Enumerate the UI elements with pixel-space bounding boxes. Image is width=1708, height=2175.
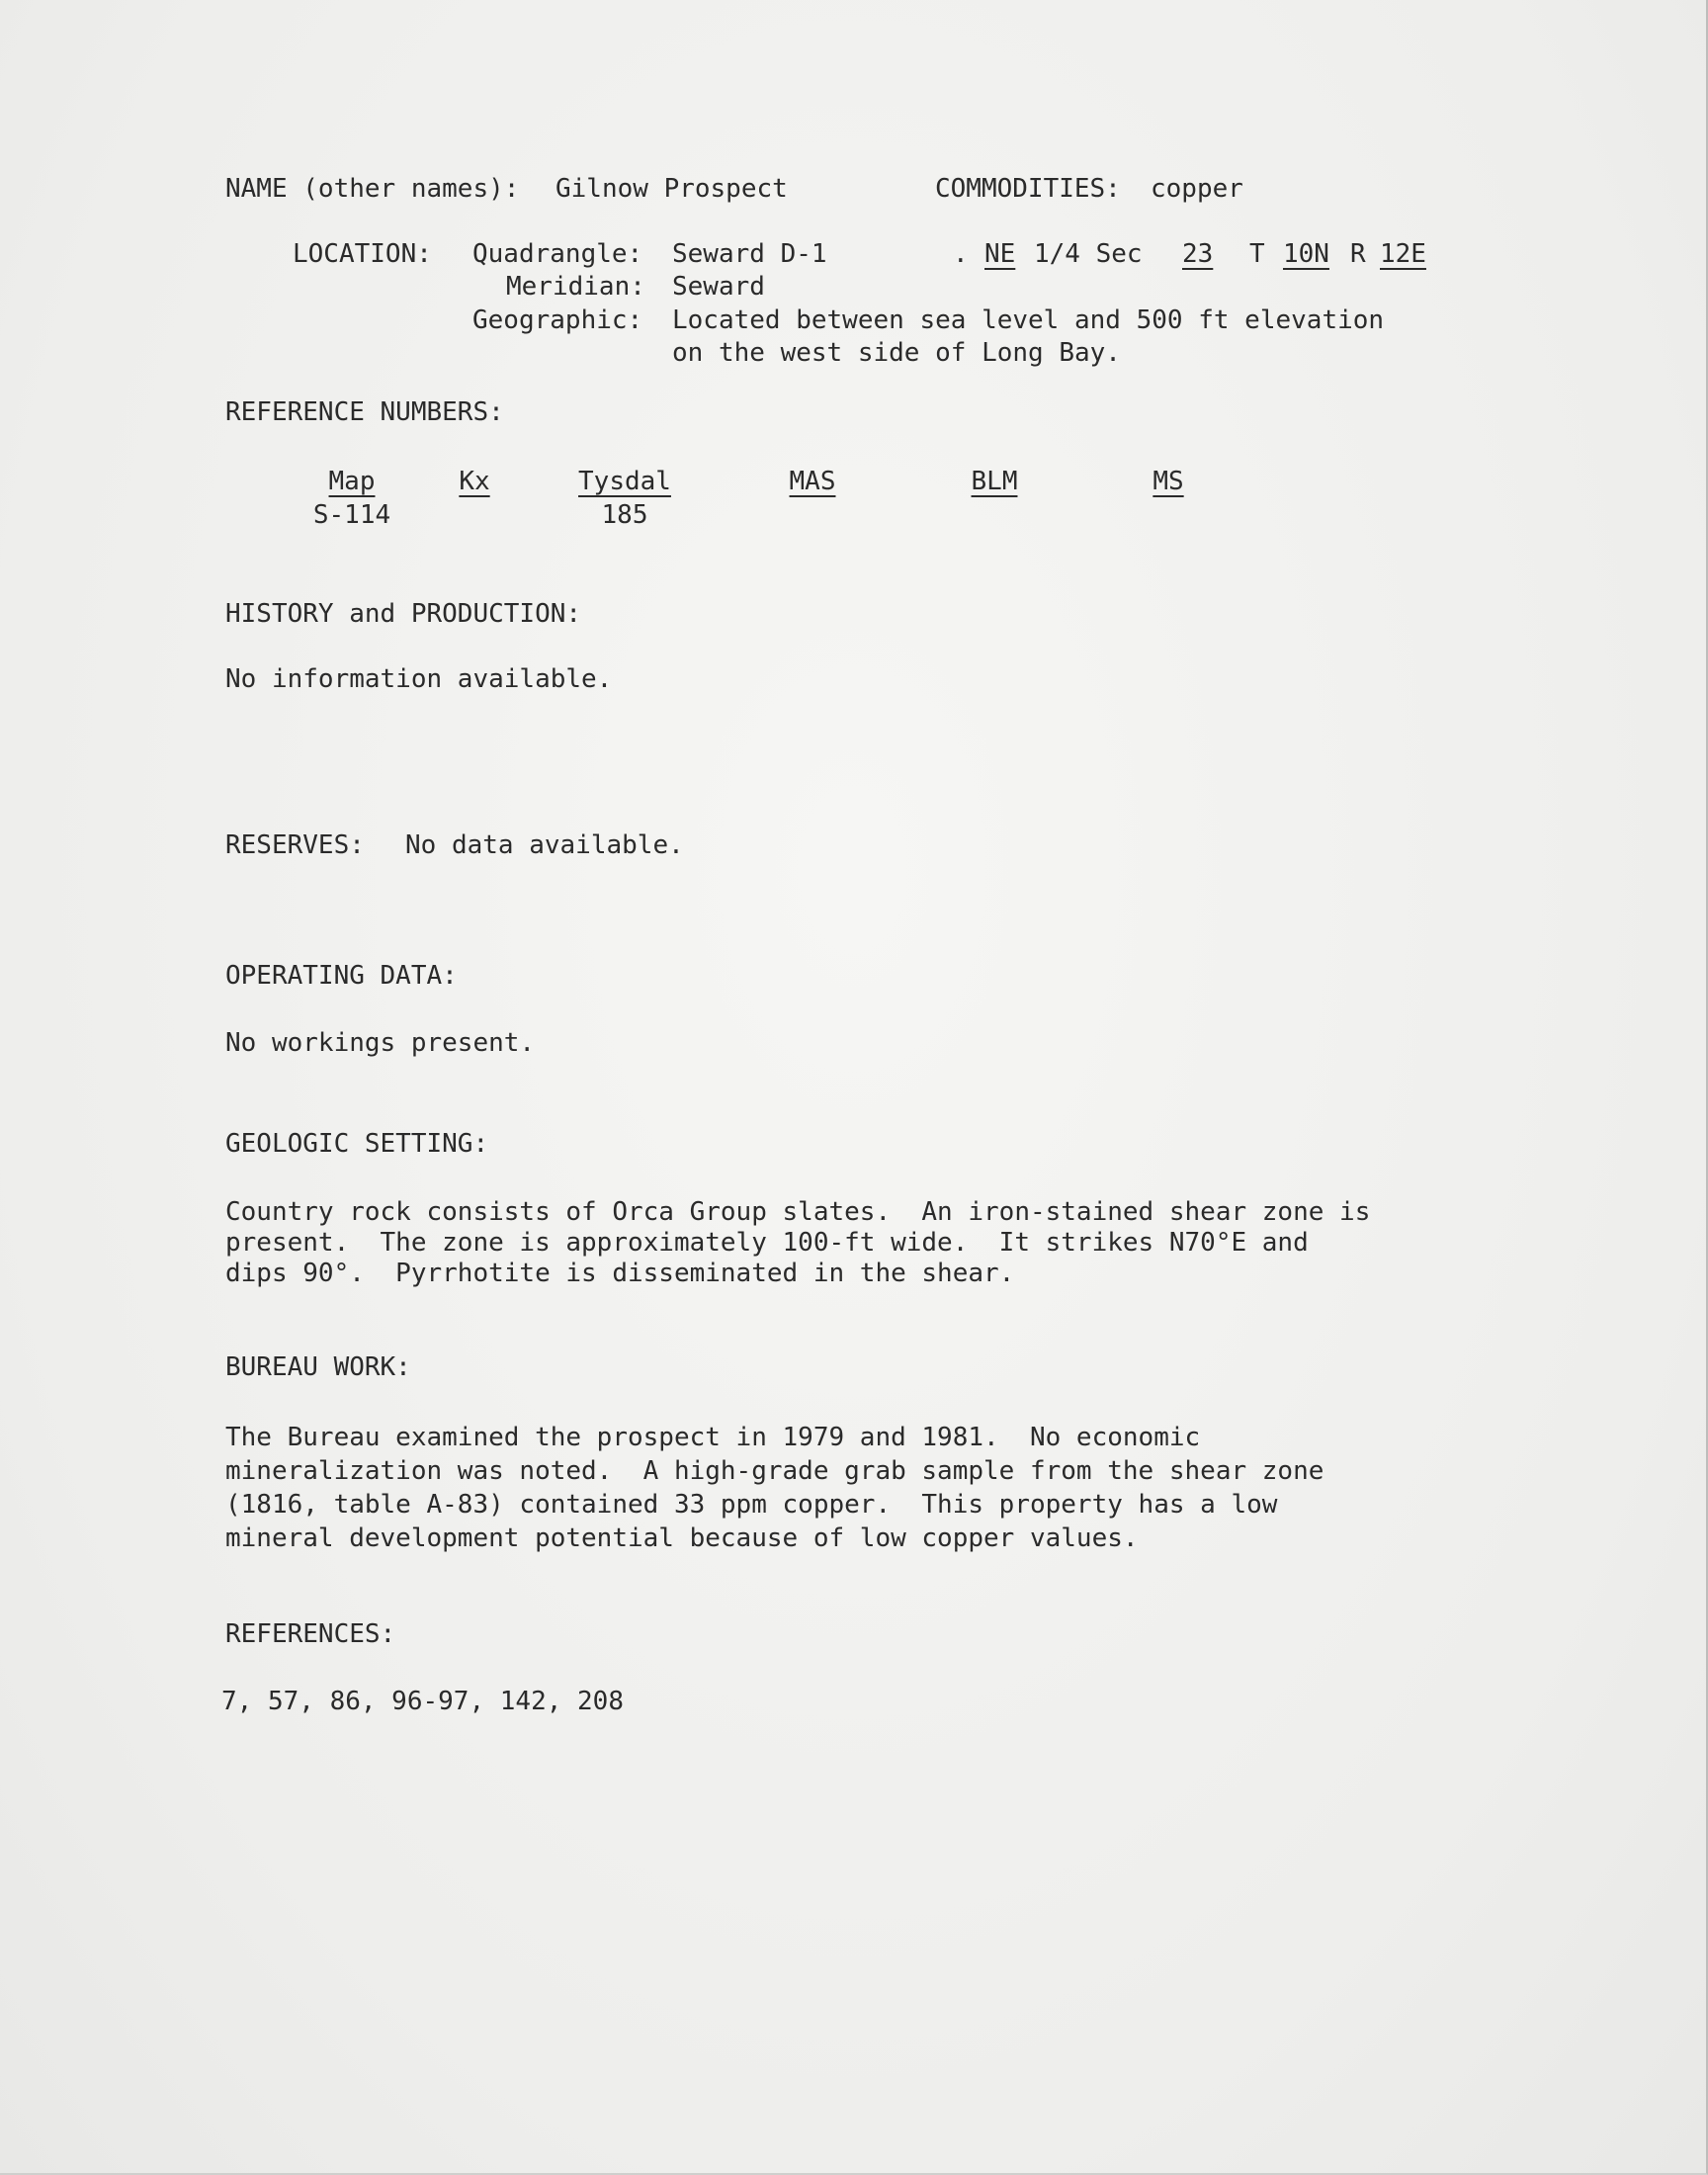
references-text: 7, 57, 86, 96-97, 142, 208 xyxy=(221,1687,624,1716)
ref-col-tysdal xyxy=(565,465,684,532)
quadrangle-label: Quadrangle: xyxy=(472,239,643,269)
quarter-suffix: 1/4 Sec xyxy=(1034,239,1143,269)
section-number: 23 xyxy=(1182,239,1214,269)
name-value: Gilnow Prospect xyxy=(555,174,788,204)
ref-col-map xyxy=(293,465,411,532)
geologic-line-2: present. The zone is approximately 100-ft wide. It strikes N70°E and xyxy=(225,1228,1309,1258)
geologic-heading: GEOLOGIC SETTING: xyxy=(225,1129,489,1159)
ref-map-value: S-114 xyxy=(312,500,391,530)
bureau-heading: BUREAU WORK: xyxy=(225,1352,411,1382)
geologic-line-1: Country rock consists of Orca Group slates. An iron-stained shear zone is xyxy=(225,1197,1371,1227)
bureau-line-4: mineral development potential because of low copper values. xyxy=(225,1523,1139,1553)
township-label: T xyxy=(1249,239,1265,269)
ref-blm-label: BLM xyxy=(971,467,1018,496)
range-value: 12E xyxy=(1380,239,1426,269)
meridian-value: Seward xyxy=(672,272,765,302)
geographic-label: Geographic: xyxy=(472,305,643,335)
geologic-line-3: dips 90°. Pyrrhotite is disseminated in the shear. xyxy=(225,1259,1015,1288)
operating-heading: OPERATING DATA: xyxy=(225,961,458,991)
ref-tysdal-label: Tysdal xyxy=(578,467,671,496)
range-label: R xyxy=(1350,239,1366,269)
history-text: No information available. xyxy=(225,664,613,694)
name-label: NAME (other names): xyxy=(225,174,520,204)
ref-ms-label: MS xyxy=(1153,467,1184,496)
reserves-label: RESERVES: xyxy=(225,830,365,860)
commodities-label: COMMODITIES: xyxy=(935,174,1121,204)
location-label: LOCATION: xyxy=(293,239,432,269)
ref-tysdal-value: 185 xyxy=(601,500,648,530)
meridian-label: Meridian: xyxy=(506,272,645,302)
operating-text: No workings present. xyxy=(225,1028,536,1058)
commodities-value: copper xyxy=(1151,174,1243,204)
ref-map-label: Map xyxy=(328,467,376,496)
geographic-line-2: on the west side of Long Bay. xyxy=(672,338,1121,368)
geographic-line-1: Located between sea level and 500 ft elevation xyxy=(672,305,1385,335)
bureau-line-2: mineralization was noted. A high-grade grab sample from the shear zone xyxy=(225,1456,1324,1486)
ref-col-ms xyxy=(1139,465,1198,498)
township-value: 10N xyxy=(1283,239,1329,269)
quarter-prefix: . xyxy=(953,239,969,269)
ref-col-blm xyxy=(955,465,1034,498)
ref-kx-label: Kx xyxy=(459,467,490,496)
reference-numbers-heading: REFERENCE NUMBERS: xyxy=(225,397,504,427)
ref-col-mas xyxy=(773,465,852,498)
references-heading: REFERENCES: xyxy=(225,1619,396,1649)
ref-col-kx xyxy=(445,465,504,498)
history-heading: HISTORY and PRODUCTION: xyxy=(225,599,582,629)
bureau-line-3: (1816, table A-83) contained 33 ppm copper. This property has a low xyxy=(225,1490,1278,1520)
quarter-section: NE xyxy=(984,239,1016,269)
ref-mas-label: MAS xyxy=(789,467,836,496)
bureau-line-1: The Bureau examined the prospect in 1979 and 1981. No economic xyxy=(225,1423,1201,1452)
quadrangle-value: Seward D-1 xyxy=(672,239,827,269)
reserves-text: No data available. xyxy=(405,830,684,860)
